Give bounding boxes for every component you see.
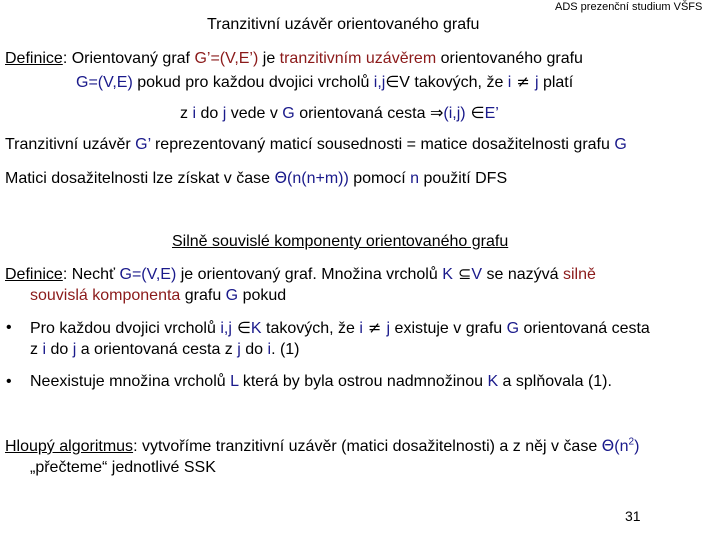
definition1-line3: z i do j vede v G orientovaná cesta ⇒(i,j) ∈E’ <box>180 103 499 122</box>
page-number: 31 <box>625 508 641 524</box>
definition-label: Definice <box>5 266 63 283</box>
bullet-marker: • <box>6 373 12 390</box>
bullet1-line1: Pro každou dvojici vrcholů i,j ∈K takových, že i ≠ j existuje v grafu G orientovaná cesta <box>30 318 650 337</box>
definition2-line1: Definice: Nechť G=(V,E) je orientovaný graf. Množina vrcholů K ⊆V se nazývá silně <box>5 264 596 283</box>
definition2-line2: souvislá komponenta grafu G pokud <box>30 287 287 304</box>
naive-algorithm-line2: „přečteme“ jednotlivé SSK <box>30 459 216 476</box>
definition-label: Definice <box>5 50 63 67</box>
bullet1-line2: z i do j a orientovaná cesta z j do i. (1) <box>30 341 300 358</box>
naive-algorithm-label: Hloupý algoritmus <box>5 438 134 455</box>
naive-algorithm-line1: Hloupý algoritmus: vytvoříme tranzitivní uzávěr (matici dosažitelnosti) a z něj v čase $\Theta(n^2)$ <box>5 436 640 455</box>
bullet-marker: • <box>6 319 12 336</box>
section-heading: Silně souvislé komponenty orientovaného grafu <box>172 233 509 250</box>
statement-transitive-closure: Tranzitivní uzávěr G’ reprezentovaný maticí sousednosti = matice dosažitelnosti grafu G <box>5 136 627 153</box>
statement-reachability-matrix: Matici dosažitelnosti lze získat v čase Θ(n(n+m)) pomocí n použití DFS <box>5 168 508 187</box>
bullet2-line: Neexistuje množina vrcholů L která by byla ostrou nadmnožinou K a splňovala (1). <box>30 373 612 390</box>
slide-title: Tranzitivní uzávěr orientovaného grafu <box>207 16 480 33</box>
definition1-line2: G=(V,E) pokud pro každou dvojici vrcholů i,j∈V takových, že i ≠ j platí <box>76 72 574 91</box>
course-label: ADS prezenční studium VŠFS <box>555 1 703 13</box>
definition1-line1: Definice: Orientovaný graf G’=(V,E’) je tranzitivním uzávěrem orientovaného grafu <box>5 50 583 67</box>
